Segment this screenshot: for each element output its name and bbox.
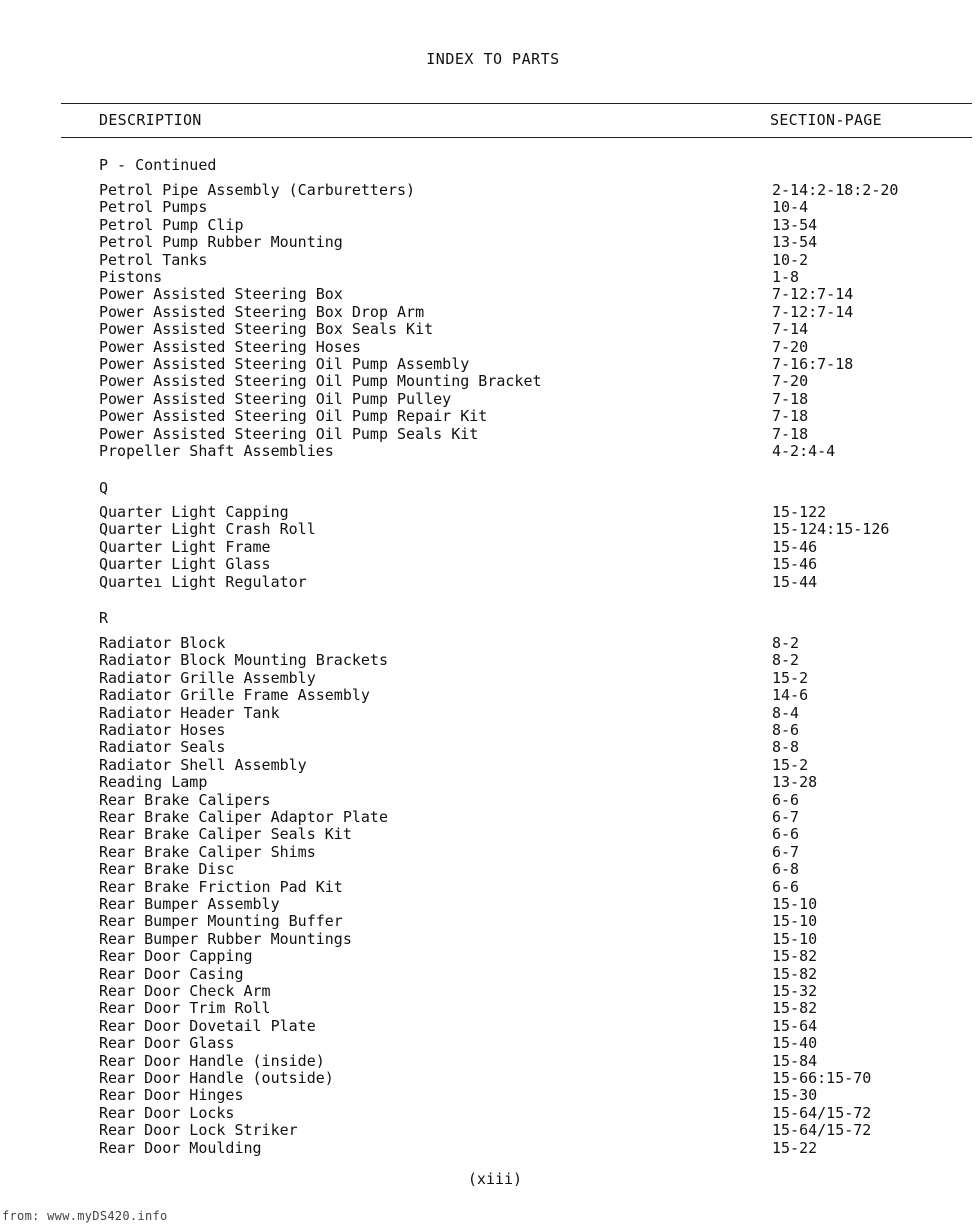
entry-description: Power Assisted Steering Hoses (99, 337, 361, 356)
entry-description: Radiator Block (99, 634, 226, 652)
index-entry (0, 757, 979, 774)
entry-section-page: 15-46 (772, 555, 818, 574)
entry-section-page: 8-6 (772, 721, 800, 739)
index-entry (0, 1053, 979, 1070)
entry-section-page: 8-8 (772, 738, 800, 757)
index-entry (0, 356, 979, 373)
entry-description: Rear Door Handle (outside) (99, 1069, 334, 1087)
entry-section-page: 13-54 (772, 215, 818, 234)
entry-section-page: 2-14:2-18:2-20 (772, 181, 899, 199)
entry-description: Rear Door Capping (99, 947, 253, 966)
entry-section-page: 6-6 (772, 877, 800, 896)
index-entry (0, 931, 979, 948)
entry-section-page: 7-18 (772, 407, 809, 426)
index-entry (0, 1000, 979, 1017)
entry-section-page: 15-32 (772, 982, 818, 1000)
entry-section-page: 15-124:15-126 (772, 520, 890, 539)
entry-section-page: 10-2 (772, 250, 809, 269)
header-bottom-rule (61, 137, 972, 138)
index-entry (0, 182, 979, 199)
entry-description: Rear Door Hinges (99, 1086, 244, 1105)
section-heading: P - Continued (99, 156, 217, 174)
entry-section-page: 15-2 (772, 755, 809, 774)
index-entry (0, 809, 979, 826)
index-entry (0, 739, 979, 756)
entry-section-page: 15-64 (772, 1016, 818, 1035)
entry-section-page: 15-10 (772, 929, 818, 948)
entry-section-page: 15-30 (772, 1086, 818, 1105)
index-entry (0, 705, 979, 722)
entry-description: Reading Lamp (99, 773, 208, 792)
entry-description: Propeller Shaft Assemblies (99, 442, 334, 460)
index-entry (0, 321, 979, 338)
entry-section-page: 6-6 (772, 790, 800, 809)
index-entry (0, 670, 979, 687)
entry-description: Rear Brake Calipers (99, 790, 271, 809)
index-entry (0, 966, 979, 983)
entry-description: Power Assisted Steering Oil Pump Repair Kit (99, 407, 488, 426)
entry-description: Petrol Pipe Assembly (Carburetters) (99, 181, 416, 199)
index-entry (0, 652, 979, 669)
index-entry (0, 286, 979, 303)
section-page-column-header: SECTION-PAGE (770, 111, 882, 129)
entry-section-page: 15-84 (772, 1051, 818, 1070)
entry-description: Power Assisted Steering Box Seals Kit (99, 320, 434, 339)
section-heading: R (99, 609, 109, 627)
entry-description: Radiator Seals (99, 738, 226, 757)
index-entry (0, 1035, 979, 1052)
index-entry (0, 687, 979, 704)
entry-description: Radiator Hoses (99, 721, 226, 739)
entry-description: Rear Bumper Mounting Buffer (99, 912, 343, 931)
index-entry (0, 1140, 979, 1157)
index-entry (0, 844, 979, 861)
entry-section-page: 15-64/15-72 (772, 1121, 872, 1140)
entry-description: Quarter Light Frame (99, 537, 271, 556)
entry-section-page: 15-10 (772, 912, 818, 931)
header-top-rule (61, 103, 972, 104)
entry-section-page: 15-22 (772, 1138, 818, 1157)
index-entry (0, 339, 979, 356)
description-column-header: DESCRIPTION (99, 111, 202, 129)
entry-section-page: 6-8 (772, 860, 800, 879)
entry-section-page: 8-2 (772, 651, 800, 670)
entry-description: Quarter Light Crash Roll (99, 520, 316, 539)
entry-section-page: 15-82 (772, 947, 818, 966)
page-title: INDEX TO PARTS (426, 50, 560, 68)
entry-section-page: 15-40 (772, 1034, 818, 1053)
entry-description: Quarter Light Capping (99, 503, 289, 521)
entry-section-page: 1-8 (772, 268, 800, 286)
entry-description: Radiator Header Tank (99, 703, 280, 722)
index-entry (0, 983, 979, 1000)
entry-description: Rear Door Locks (99, 1103, 235, 1122)
entry-description: Petrol Tanks (99, 250, 208, 269)
entry-description: Power Assisted Steering Oil Pump Assembly (99, 355, 470, 373)
index-entry (0, 556, 979, 573)
index-entry (0, 879, 979, 896)
entry-description: Rear Brake Caliper Seals Kit (99, 825, 352, 844)
index-entry (0, 304, 979, 321)
entry-section-page: 6-7 (772, 808, 800, 826)
index-entry (0, 199, 979, 216)
index-entry (0, 1087, 979, 1104)
entry-section-page: 15-122 (772, 503, 827, 521)
entry-description: Power Assisted Steering Box (99, 285, 343, 304)
entry-description: Rear Door Lock Striker (99, 1121, 298, 1140)
index-entry (0, 722, 979, 739)
entry-section-page: 14-6 (772, 686, 809, 705)
index-entry (0, 826, 979, 843)
entry-description: Power Assisted Steering Oil Pump Mounting Bracket (99, 372, 542, 391)
entry-description: Rear Door Dovetail Plate (99, 1016, 316, 1035)
index-entry (0, 504, 979, 521)
page-number: (xiii) (467, 1170, 523, 1188)
index-entry (0, 896, 979, 913)
entry-section-page: 6-7 (772, 842, 800, 861)
entry-description: Radiator Block Mounting Brackets (99, 651, 388, 670)
index-entry (0, 521, 979, 538)
entry-section-page: 6-6 (772, 825, 800, 844)
entry-description: Rear Brake Caliper Adaptor Plate (99, 808, 388, 826)
entry-section-page: 15-66:15-70 (772, 1069, 872, 1087)
entry-description: Petrol Pump Rubber Mounting (99, 233, 343, 252)
entry-description: Rear Door Moulding (99, 1138, 262, 1157)
entry-description: Rear Bumper Assembly (99, 895, 280, 913)
index-entry (0, 234, 979, 251)
index-entry (0, 443, 979, 460)
entry-section-page: 7-14 (772, 320, 809, 339)
entry-section-page: 10-4 (772, 198, 809, 217)
entry-description: Petrol Pumps (99, 198, 208, 217)
index-entry (0, 252, 979, 269)
index-entry (0, 408, 979, 425)
entry-section-page: 15-10 (772, 895, 818, 913)
entry-description: Rear Door Check Arm (99, 982, 271, 1000)
index-entry (0, 948, 979, 965)
entry-section-page: 15-82 (772, 999, 818, 1018)
entry-description: Quarteı Light Regulator (99, 572, 307, 591)
entry-description: Power Assisted Steering Box Drop Arm (99, 302, 425, 321)
entry-section-page: 4-2:4-4 (772, 442, 836, 460)
entry-description: Rear Door Handle (inside) (99, 1051, 325, 1070)
entry-section-page: 8-4 (772, 703, 800, 722)
entry-section-page: 15-44 (772, 572, 818, 591)
entry-description: Pistons (99, 268, 163, 286)
entry-section-page: 7-12:7-14 (772, 285, 854, 304)
entry-description: Rear Bumper Rubber Mountings (99, 929, 352, 948)
index-entry (0, 426, 979, 443)
entry-description: Rear Brake Disc (99, 860, 235, 879)
entry-section-page: 7-18 (772, 389, 809, 408)
index-entry (0, 1018, 979, 1035)
entry-description: Rear Door Glass (99, 1034, 235, 1053)
entry-description: Rear Door Casing (99, 964, 244, 983)
entry-description: Rear Door Trim Roll (99, 999, 271, 1018)
entry-section-page: 7-20 (772, 337, 809, 356)
index-entry (0, 217, 979, 234)
entry-section-page: 15-64/15-72 (772, 1103, 872, 1122)
entry-section-page: 8-2 (772, 634, 800, 652)
entry-section-page: 7-16:7-18 (772, 355, 854, 373)
entry-description: Power Assisted Steering Oil Pump Pulley (99, 389, 452, 408)
entry-description: Power Assisted Steering Oil Pump Seals Kit (99, 424, 479, 443)
entry-section-page: 13-54 (772, 233, 818, 252)
entry-description: Radiator Grille Frame Assembly (99, 686, 370, 705)
entry-description: Quarter Light Glass (99, 555, 271, 574)
index-entry (0, 391, 979, 408)
index-entry (0, 1070, 979, 1087)
entry-description: Radiator Grille Assembly (99, 668, 316, 687)
index-entry (0, 913, 979, 930)
entry-description: Radiator Shell Assembly (99, 755, 307, 774)
entry-section-page: 15-2 (772, 668, 809, 687)
index-entry (0, 792, 979, 809)
index-entry (0, 1122, 979, 1139)
index-entry (0, 635, 979, 652)
index-entry (0, 373, 979, 390)
index-entry (0, 574, 979, 591)
entry-description: Petrol Pump Clip (99, 215, 244, 234)
source-watermark: from: www.myDS420.info (2, 1209, 168, 1223)
index-entry (0, 1105, 979, 1122)
entry-description: Rear Brake Caliper Shims (99, 842, 316, 861)
entry-description: Rear Brake Friction Pad Kit (99, 877, 343, 896)
entry-section-page: 7-18 (772, 424, 809, 443)
entry-section-page: 7-12:7-14 (772, 302, 854, 321)
index-entry (0, 774, 979, 791)
entry-section-page: 15-82 (772, 964, 818, 983)
section-heading: Q (99, 479, 109, 497)
entry-section-page: 7-20 (772, 372, 809, 391)
index-entry (0, 861, 979, 878)
index-entry (0, 539, 979, 556)
index-entry (0, 269, 979, 286)
entry-section-page: 15-46 (772, 537, 818, 556)
entry-section-page: 13-28 (772, 773, 818, 792)
